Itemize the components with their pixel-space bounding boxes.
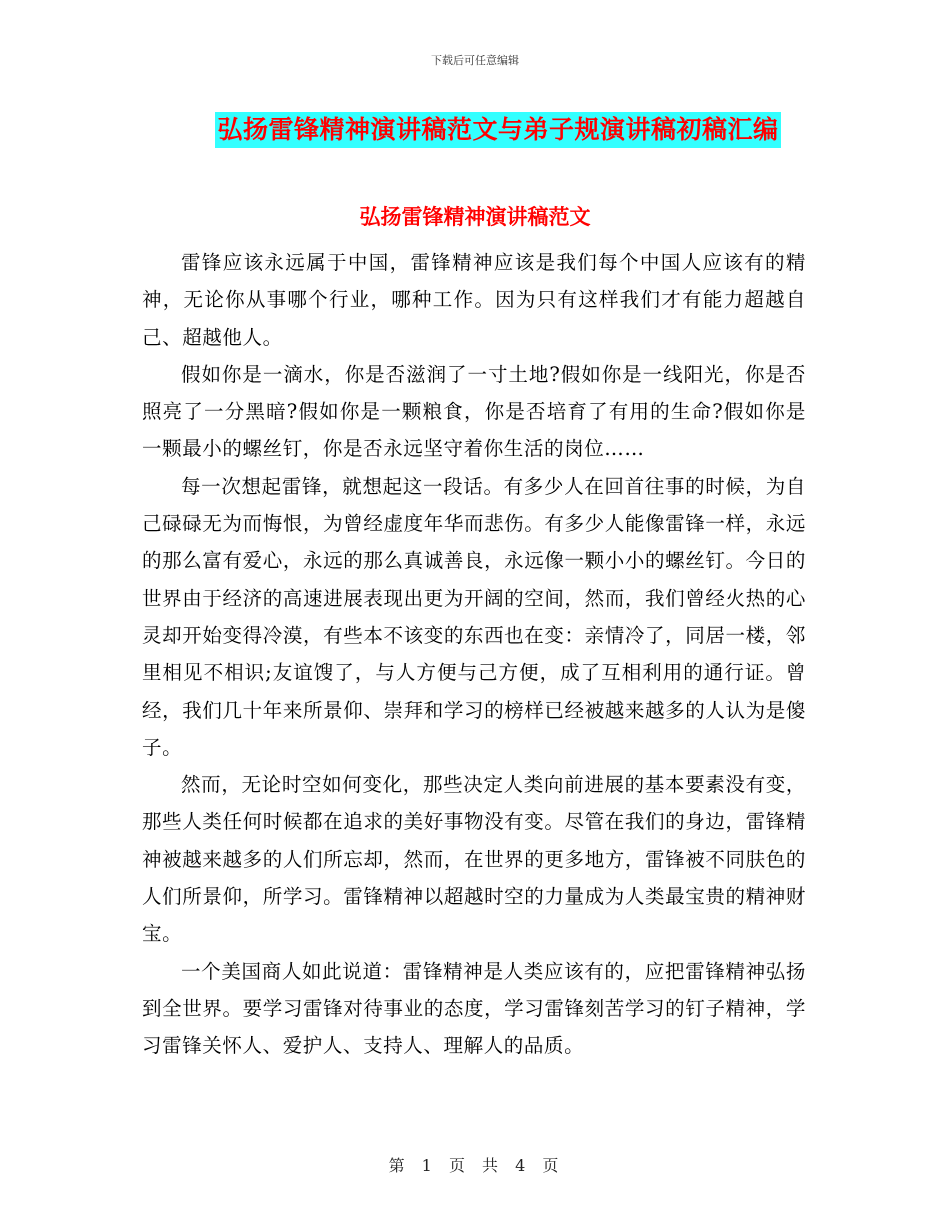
paragraph: 一个美国商人如此说道：雷锋精神是人类应该有的，应把雷锋精神弘扬到全世界。要学习雷锋对待事业的态度，学习雷锋刻苦学习的钉子精神，学习雷锋关怀人、爱护人、支持人、理解人的品质。 (142, 959, 806, 1058)
paragraph: 雷锋应该永远属于中国，雷锋精神应该是我们每个中国人应该有的精神，无论你从事哪个行业，哪种工作。因为只有这样我们才有能力超越自己、超越他人。 (142, 251, 806, 349)
page-header-note: 下载后可任意编辑 (431, 54, 519, 67)
document-body (142, 244, 806, 1065)
section-title: 弘扬雷锋精神演讲稿范文 (359, 205, 591, 229)
paragraph: 每一次想起雷锋，就想起这一段话。有多少人在回首往事的时候，为自己碌碌无为而悔恨，为曾经虚度年华而悲伤。有多少人能像雷锋一样，永远的那么富有爱心，永远的那么真诚善良，永远像一颗小小的螺丝钉。今日的世界由于经济的高速进展表现出更为开阔的空间，然而，我们曾经火热的心灵却开始变得冷漠，有些本不该变的东西也在变：亲情冷了，同居一楼，邻里相见不相识;友谊馊了，与人方便与己方便，成了互相利用的通行证。曾经，我们几十年来所景仰、崇拜和学习的榜样已经被越来越多的人认为是傻子。 (142, 474, 806, 759)
page-number: 第 1 页 共 4 页 (388, 1156, 562, 1175)
document-title: 弘扬雷锋精神演讲稿范文与弟子规演讲稿初稿汇编 (215, 112, 780, 148)
paragraph: 假如你是一滴水，你是否滋润了一寸土地?假如你是一线阳光，你是否照亮了一分黑暗?假如你是一颗粮食，你是否培育了有用的生命?假如你是一颗最小的螺丝钉，你是否永远坚守着你生活的岗位…… (142, 362, 806, 461)
main-title-container (0, 112, 950, 148)
paragraph: 然而，无论时空如何变化，那些决定人类向前进展的基本要素没有变，那些人类任何时候都在追求的美好事物没有变。尽管在我们的身边，雷锋精神被越来越多的人们所忘却，然而，在世界的更多地方，雷锋被不同肤色的人们所景仰，所学习。雷锋精神以超越时空的力量成为人类最宝贵的精神财宝。 (142, 773, 806, 946)
